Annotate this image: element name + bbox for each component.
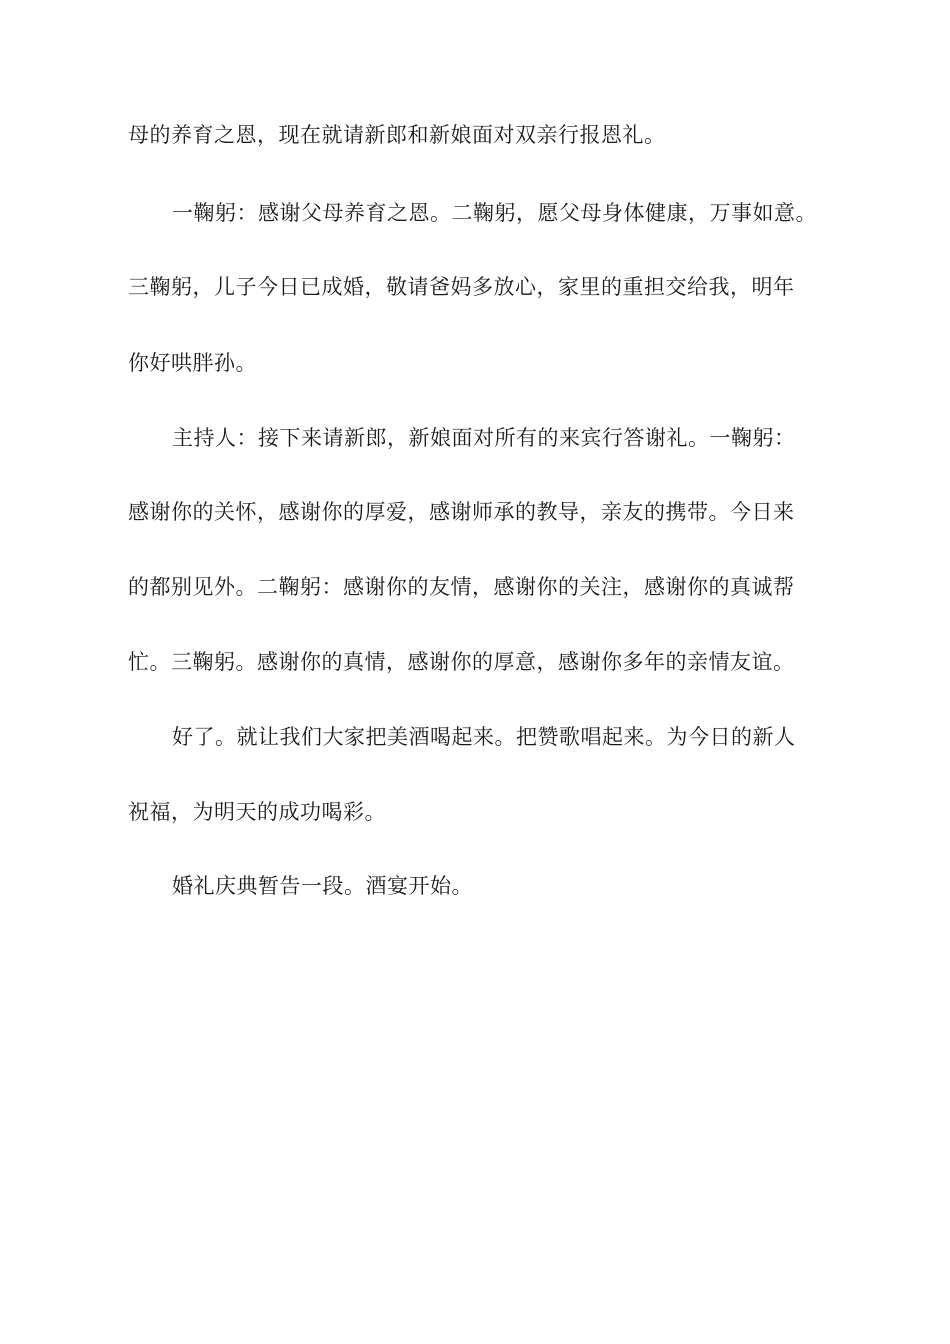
text-line: 感谢你的关怀，感谢你的厚爱，感谢师承的教导，亲友的携带。今日来: [128, 500, 795, 524]
text-line: 一鞠躬：感谢父母养育之恩。二鞠躬，愿父母身体健康，万事如意。: [172, 201, 817, 225]
text-line: 的都别见外。二鞠躬：感谢你的友情，感谢你的关注，感谢你的真诚帮: [128, 575, 795, 599]
text-line: 忙。三鞠躬。感谢你的真情，感谢你的厚意，感谢你多年的亲情友谊。: [128, 650, 795, 674]
text-line: 主持人：接下来请新郎，新娘面对所有的来宾行答谢礼。一鞠躬：: [172, 426, 796, 450]
text-line: 母的养育之恩，现在就请新郎和新娘面对双亲行报恩礼。: [128, 123, 666, 147]
text-line: 祝福，为明天的成功喝彩。: [128, 800, 386, 824]
text-line: 婚礼庆典暂告一段。酒宴开始。: [172, 874, 473, 898]
text-line: 三鞠躬，儿子今日已成婚，敬请爸妈多放心，家里的重担交给我，明年: [128, 275, 795, 299]
text-line: 你好哄胖孙。: [128, 351, 257, 375]
text-line: 好了。就让我们大家把美酒喝起来。把赞歌唱起来。为今日的新人: [172, 725, 796, 749]
